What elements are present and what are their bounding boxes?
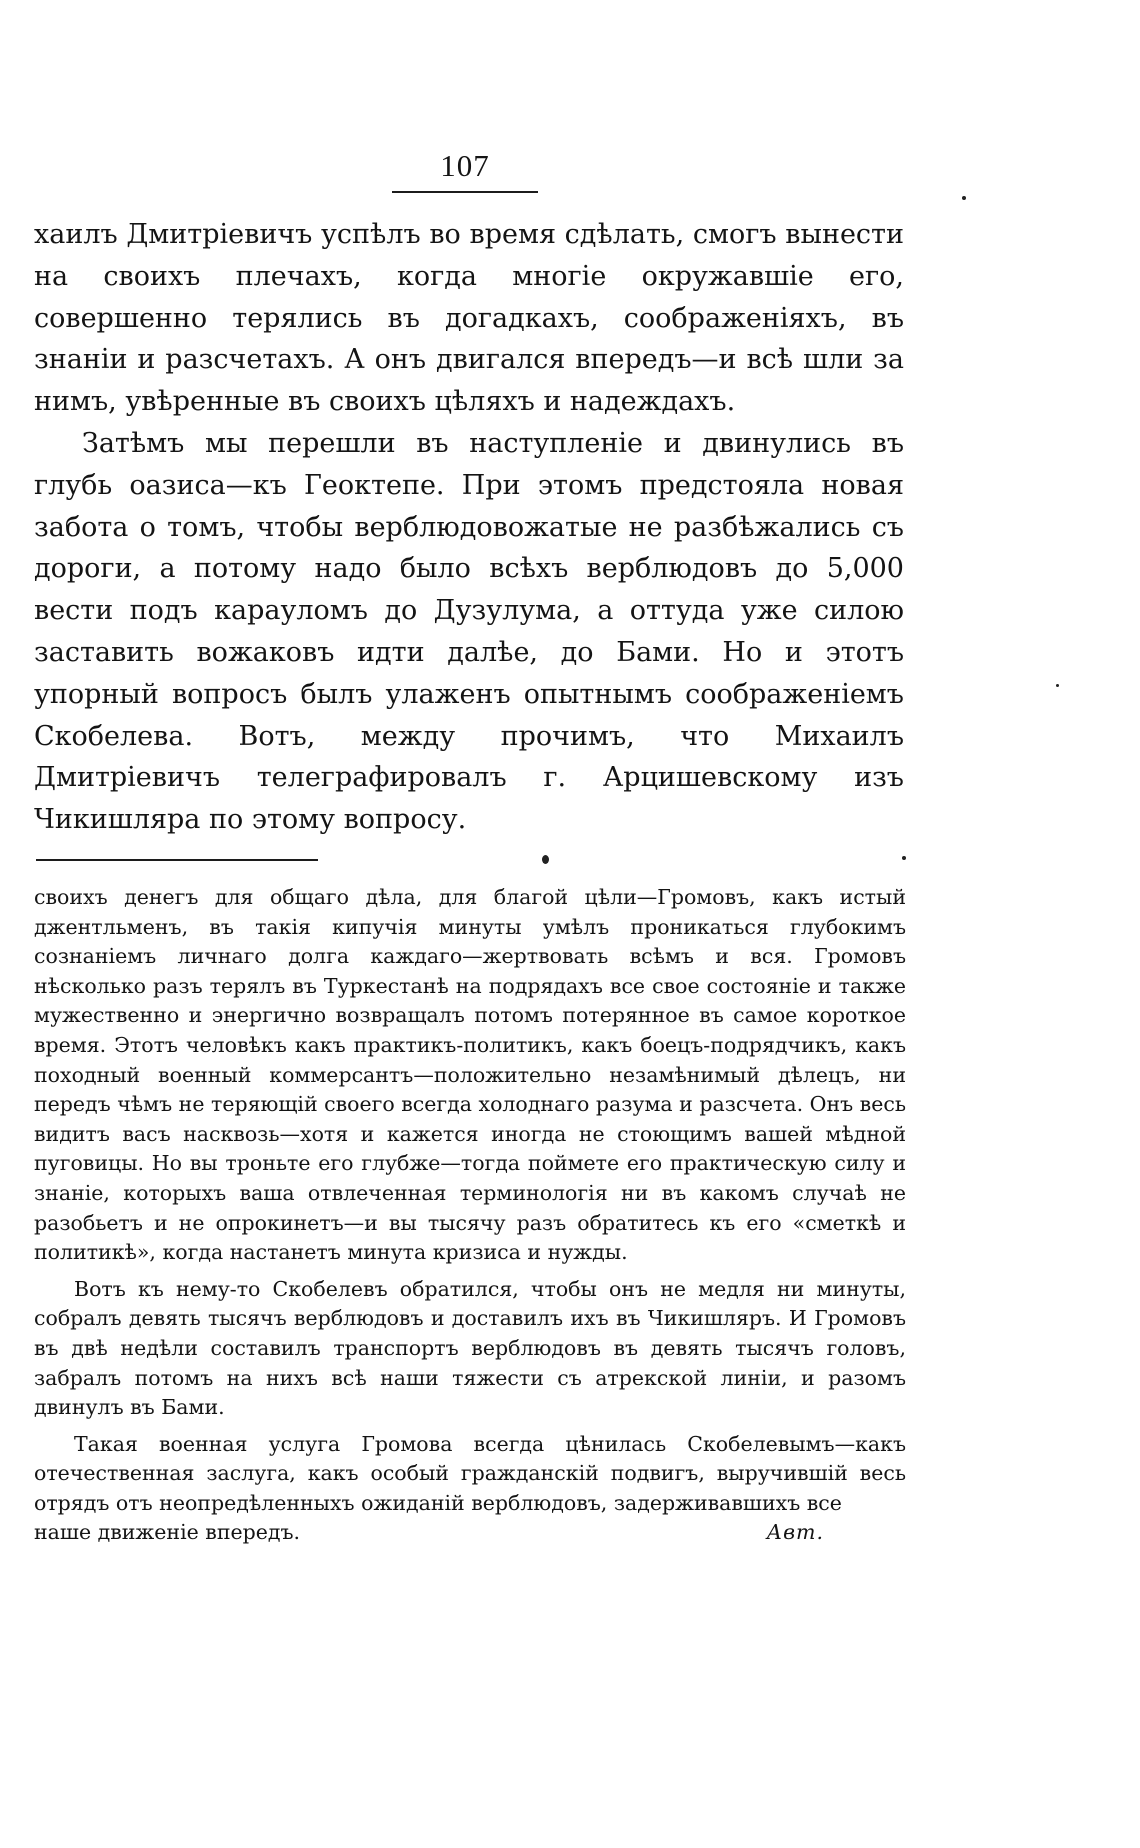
footnote-last-line: наше движеніе впередъ.	[34, 1520, 301, 1545]
page-number-rule	[392, 191, 538, 193]
author-signature: Авт.	[766, 1520, 824, 1545]
print-speck	[962, 196, 966, 200]
footnote-signoff	[34, 1518, 906, 1548]
print-speck	[1056, 684, 1059, 687]
footnote-paragraph-3: Такая военная услуга Громова всегда цѣнилась Скобелевымъ—какъ отечественная заслуга, какъ особый гражданскій подвигъ, выручившій весь отрядъ отъ неопредѣленныхъ ожиданій верблюдовъ, задерживавшихъ все	[34, 1431, 906, 1515]
main-paragraph-2: Затѣмъ мы перешли въ наступленіе и двинулись въ глубь оазиса—къ Геоктепе. При этомъ предстояла новая забота о томъ, чтобы верблюдовожатые не разбѣжались съ дороги, а потому надо было всѣхъ верблюдовъ до 5,000 вести подъ карауломъ до Дузулума, а оттуда уже силою заставить вожаковъ идти далѣе, до Бами. Но и этотъ упорный вопросъ былъ улаженъ опытнымъ соображеніемъ Скобелева. Вотъ, между прочимъ, что Михаилъ Дмитріевичъ телеграфировалъ г. Арцишевскому изъ Чикишляра по этому вопросу.	[34, 427, 904, 836]
page-number: 107	[440, 148, 490, 183]
print-speck	[542, 855, 549, 864]
print-speck	[902, 856, 906, 860]
main-body	[34, 214, 904, 841]
footnote-paragraph-1: своихъ денегъ для общаго дѣла, для благой цѣли—Громовъ, какъ истый джентльменъ, въ такія кипучія минуты умѣлъ проникаться глубокимъ сознаніемъ личнаго долга каждаго—жертвовать всѣмъ и вся. Громовъ нѣсколько разъ терялъ въ Туркестанѣ на подрядахъ все свое состояніе и также мужественно и энергично возвращалъ потомъ потерянное въ самое короткое время. Этотъ человѣкъ какъ практикъ-политикъ, какъ боецъ-подрядчикъ, какъ походный военный коммерсантъ—положительно незамѣнимый дѣлецъ, ни передъ чѣмъ не теряющій своего всегда холоднаго разума и разсчета. Онъ весь видитъ васъ насквозь—хотя и кажется иногда не стоющимъ вашей мѣдной пуговицы. Но вы троньте его глубже—тогда поймете его практическую силу и знаніе, которыхъ ваша отвлеченная терминологія ни въ какомъ случаѣ не разобьетъ и не опрокинетъ—и вы тысячу разъ обратитесь къ его «сметкѣ и политикѣ», когда настанетъ минута кризиса и нужды.	[34, 885, 906, 1265]
footnote-divider	[36, 859, 318, 861]
main-paragraph-1: хаилъ Дмитріевичъ успѣлъ во время сдѣлать, смогъ вынести на своихъ плечахъ, когда многіе окружавшіе его, совершенно терялись въ догадкахъ, соображеніяхъ, въ знаніи и разсчетахъ. А онъ двигался впередъ—и всѣ шли за нимъ, увѣренные въ своихъ цѣляхъ и надеждахъ.	[34, 219, 904, 418]
footnote-paragraph-2: Вотъ къ нему-то Скобелевъ обратился, чтобы онъ не медля ни минуты, собралъ девять тысячъ верблюдовъ и доставилъ ихъ въ Чикишляръ. И Громовъ въ двѣ недѣли составилъ транспортъ верблюдовъ въ девять тысячъ головъ, забралъ потомъ на нихъ всѣ наши тяжести съ атрекской линіи, и разомъ двинулъ въ Бами.	[34, 1276, 906, 1420]
footnote-body	[34, 883, 906, 1548]
